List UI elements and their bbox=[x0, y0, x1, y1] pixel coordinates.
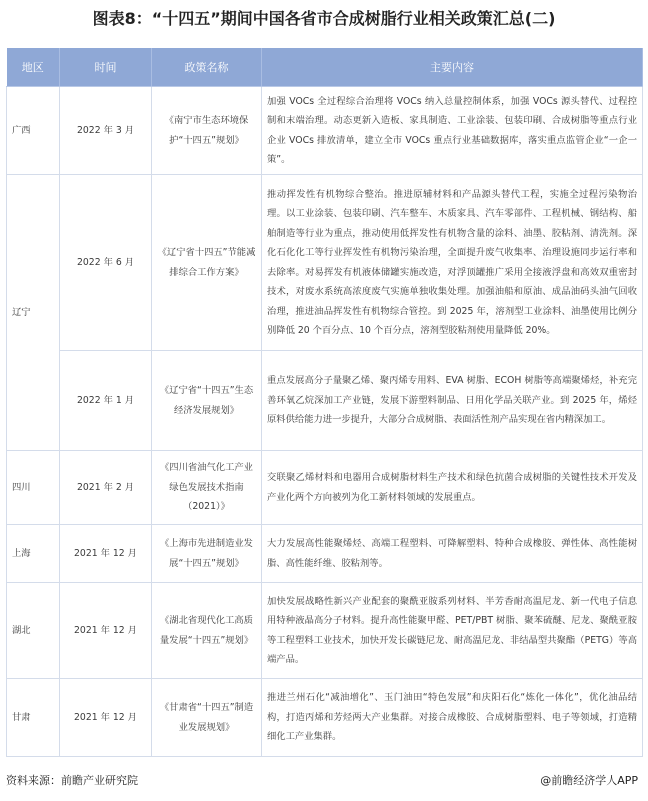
policy-table bbox=[6, 48, 643, 757]
region-cell: 四川 bbox=[7, 451, 60, 525]
policy-name-cell: 《辽宁省十四五”节能减排综合工作方案》 bbox=[152, 175, 262, 351]
table-row bbox=[7, 679, 643, 757]
time-cell: 2021 年 12 月 bbox=[60, 583, 152, 679]
table-row bbox=[7, 175, 643, 351]
header-time: 时间 bbox=[60, 48, 152, 87]
time-cell: 2022 年 1 月 bbox=[60, 351, 152, 451]
content-cell: 加强 VOCs 全过程综合治理将 VOCs 纳入总量控制体系，加强 VOCs 源头替代、过程控制和末端治理。动态更新入造板、家具制造、工业涂装、包装印刷、合成树脂等重点行业企业 VOCs 排放清单，建立全市 VOCs 重点行业基础数据库，落实重点监管企业“一企一策”。 bbox=[262, 87, 643, 175]
brand-credit: @前瞻经济学人APP bbox=[540, 774, 638, 787]
policy-name-cell: 《四川省油气化工产业绿色发展技术指南（2021）》 bbox=[152, 451, 262, 525]
table-row bbox=[7, 87, 643, 175]
content-cell: 交联聚乙烯材料和电器用合成树脂材料生产技术和绿色抗菌合成树脂的关键性技术开发及产业化两个方向被列为化工新材料领域的发展重点。 bbox=[262, 451, 643, 525]
policy-name-cell: 《湖北省现代化工高质量发展“十四五”规划》 bbox=[152, 583, 262, 679]
table-row bbox=[7, 451, 643, 525]
content-cell: 重点发展高分子量聚乙烯、聚丙烯专用料、EVA 树脂、ECOH 树脂等高端聚烯烃，补充完善环氧乙烷深加工产业链，发展下游塑料制品、日用化学品关联产业。到 2025 年，烯烃原料供给能力进一步提升，大部分合成树脂、表面活性剂产品实现在省内精深加工。 bbox=[262, 351, 643, 451]
policy-name-cell: 《上海市先进制造业发展“十四五”规划》 bbox=[152, 525, 262, 583]
region-cell: 上海 bbox=[7, 525, 60, 583]
policy-name-cell: 《南宁市生态环境保护“十四五”规划》 bbox=[152, 87, 262, 175]
header-policy-name: 政策名称 bbox=[152, 48, 262, 87]
policy-name-cell: 《辽宁省“十四五”生态经济发展规划》 bbox=[152, 351, 262, 451]
region-cell: 辽宁 bbox=[7, 175, 60, 451]
table-row bbox=[7, 525, 643, 583]
content-cell: 推进兰州石化“减油增化”、玉门油田“特色发展”和庆阳石化“炼化一体化”，优化油品结构，打造丙烯和芳烃两大产业集群。对接合成橡胶、合成树脂塑料、电子等领域，打造精细化工产业集群。 bbox=[262, 679, 643, 757]
time-cell: 2021 年 2 月 bbox=[60, 451, 152, 525]
region-cell: 湖北 bbox=[7, 583, 60, 679]
header-main-content: 主要内容 bbox=[262, 48, 643, 87]
time-cell: 2021 年 12 月 bbox=[60, 679, 152, 757]
table-row bbox=[7, 583, 643, 679]
content-cell: 加快发展战略性新兴产业配套的聚酰亚胺系列材料、半芳香耐高温尼龙、新一代电子信息用特种液晶高分子材料。提升高性能聚甲醛、PET/PBT 树脂、聚苯硫醚、尼龙、聚酰亚胺等工程塑料工业技术，加快开发长碳链尼龙、耐高温尼龙、非结晶型共聚酯（PETG）等高端产品。 bbox=[262, 583, 643, 679]
policy-name-cell: 《甘肃省“十四五”制造业发展规划》 bbox=[152, 679, 262, 757]
footer bbox=[6, 770, 642, 790]
source-note: 资料来源：前瞻产业研究院 bbox=[6, 774, 138, 787]
table-row bbox=[7, 351, 643, 451]
region-cell: 广西 bbox=[7, 87, 60, 175]
time-cell: 2022 年 3 月 bbox=[60, 87, 152, 175]
time-cell: 2021 年 12 月 bbox=[60, 525, 152, 583]
table-header-row bbox=[7, 48, 643, 87]
time-cell: 2022 年 6 月 bbox=[60, 175, 152, 351]
content-cell: 推动挥发性有机物综合整治。推进原辅材料和产品源头替代工程，实施全过程污染物治理。以工业涂装、包装印刷、汽车整车、木质家具、汽车零部件、工程机械、钢结构、船舶制造等行业为重点，推动使用低挥发性有机物含量的涂料、油墨、胶粘剂、清洗剂。深化石化化工等行业挥发性有机物污染治理，全面提升废气收集率、治理设施同步运行率和去除率。对易挥发有机液体储罐实施改造，对浮顶罐推广采用全接液浮盘和高效双重密封技术，对废水系统高浓度废气实施单独收集处理。加强油船和原油、成品油码头油气回收治理，推进油品挥发性有机物综合管控。到 2025 年，溶剂型工业涂料、油墨使用比例分别降低 20 个百分点、10 个百分点，溶剂型胶粘剂使用量降低 20%。 bbox=[262, 175, 643, 351]
page-title: 图表8：“十四五”期间中国各省市合成树脂行业相关政策汇总(二) bbox=[92, 9, 556, 28]
header-region: 地区 bbox=[7, 48, 60, 87]
content-cell: 大力发展高性能聚烯烃、高端工程塑料、可降解塑料、特种合成橡胶、弹性体、高性能树脂、高性能纤维、胶粘剂等。 bbox=[262, 525, 643, 583]
region-cell: 甘肃 bbox=[7, 679, 60, 757]
